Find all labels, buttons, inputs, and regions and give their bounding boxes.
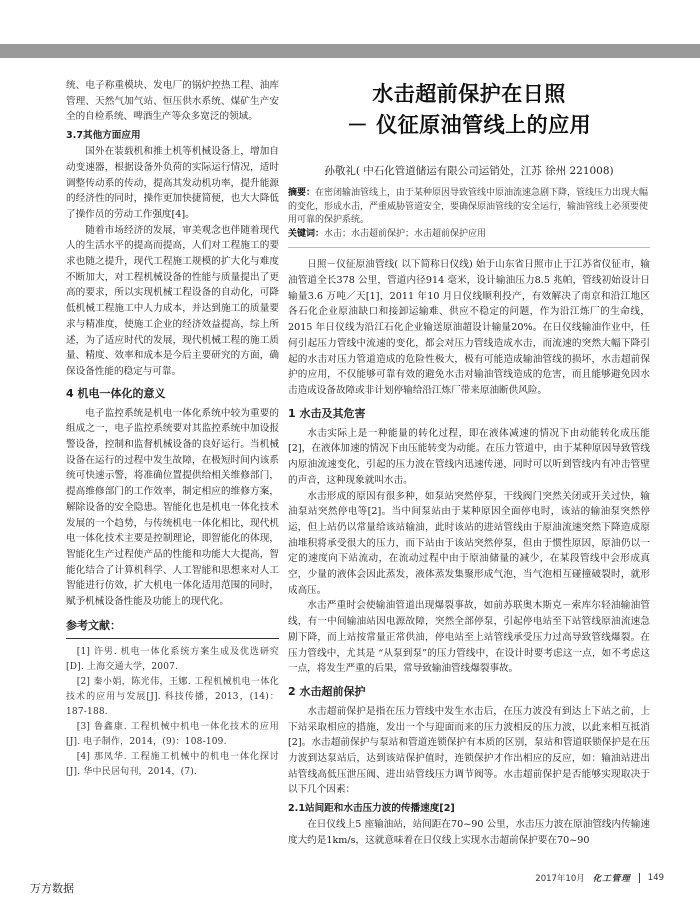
section-2-1-para-1: 在日仪线上5 座输油站，站间距在70~90 公里，水击压力波在原油管线内传输速度大约是1km/s，这就意味着在日仪线上实现水击超前保护要在70~90 bbox=[288, 819, 650, 846]
keywords-text: 水击；水击超前保护；水击超前保护应用 bbox=[324, 228, 487, 239]
abstract-divider bbox=[288, 247, 650, 248]
left-para-4: 电子监控系统是机电一体化系统中较为重要的组成之一，电子监控系统要对其监控系统中加设报警设备，控制和监督机械设备的良好运行。当机械设备在运行的过程中发生故障，在极短时间内该系统可快速示警，将准确位置提供给相关维修部门，提高维修部门的工作效率，制定相应的维修方案，解除设备的安全隐患。智能化也是机电一体化技术发展的一个趋势，与传统机电一体化相比，现代机电一体化技术主要是控制理论，即智能化的体现，智能化生产过程使产品的性能和功能大大提高，智能化结合了计算机科学、人工智能和思想来对人工智能进行仿效，扩大机电一体化适用范围的同时，赋予机械设备性能及功能上的现代化。 bbox=[66, 407, 279, 608]
section-2-para-1: 水击超前保护是指在压力管线中发生水击后，在压力波没有到达上下站之前，上下站采取相应的措施，发出一个与迎面而来的压力波相反的压力波，以此来相互抵消[2]。水击超前保护与泵站和管道连锁保护有本质的区别，泵站和管道联锁保护是在压力波到达泵站后，达到该站保护值时，连锁保护才作出相应的反应，如：输油站进出站管线高低压泄压阀、进出站管线压力调节阀等。水击超前保护是否能够实现取决于以下几个因素： bbox=[288, 705, 650, 796]
title-line-1: 水击超前保护在日照 bbox=[372, 82, 566, 106]
journal-name: 化工管理 bbox=[592, 874, 631, 884]
title-line-2: － 仪征原油管线上的应用 bbox=[346, 113, 592, 137]
section-1-para-1: 水击实际上是一种能量的转化过程，即在液体减速的情况下由动能转化成压能[2]，在液体加速的情况下由压能转变为动能。在压力管道中，由于某种原因导致管线内原油流速变化，引起的压力波在管线内迅速传递，同时可以听到管线内有冲击管壁的声音，这种现象就叫水击。 bbox=[288, 427, 650, 486]
section-4-heading: 4 机电一体化的意义 bbox=[66, 386, 166, 400]
right-column bbox=[288, 78, 650, 868]
page-number: 149 bbox=[647, 873, 664, 883]
reference-item: [4] 那凤华. 工程施工机械中的机电一体化探讨[J]. 华中民居旬刊，2014，(7). bbox=[66, 751, 279, 777]
footer-separator bbox=[639, 873, 640, 883]
abstract-label: 摘要： bbox=[288, 188, 316, 198]
reference-item: [2] 秦小娟，陈光伟，王娜. 工程机械机电一体化技术的应用与发展[J]. 科技传播，2013，(14)：187-188. bbox=[66, 676, 279, 717]
keywords-label: 关键词： bbox=[288, 228, 325, 239]
section-1-heading: 1 水击及其危害 bbox=[288, 406, 366, 420]
issue-date: 2017年10月 bbox=[535, 874, 585, 884]
abstract bbox=[288, 187, 650, 228]
section-1-para-2: 水击形成的原因有很多种，如泵站突然停泵，干线阀门突然关闭或开关过快，输油泵站突然停电等[2]。当中间泵站由于某种原因全面停电时，该站的输油泵突然停运，但上站仍以常量给该站输油，此时该站的进站管线由于原油流速突然下降造成原油堆积将承受很大的压力，而下站由于该站突然停泵，但由于惯性原因，原油仍以一定的速度向下站流动，在流动过程中由于原油储量的减少，在某段管线中会形成真空，少量的液体会因此蒸发，液体蒸发集聚形成气泡，当气泡相互碰撞破裂时，就形成高压。 bbox=[288, 490, 650, 596]
reference-item: [1] 许男. 机电一体化系统方案生成及优选研究[D]. 上海交通大学，2007. bbox=[66, 646, 279, 672]
header-band bbox=[0, 44, 700, 58]
references-heading: 参考文献： bbox=[66, 618, 121, 632]
article-title bbox=[288, 79, 650, 141]
abstract-text: 在密闭输油管线上，由于某种原因导致管线中原油流速急剧下降，管线压力出现大幅的变化，形成水击，严重威胁管道安全，要确保原油管线的安全运行，输油管线上必须要使用可靠的保护系统。 bbox=[288, 188, 649, 226]
watermark-label: 万方数据 bbox=[30, 882, 74, 895]
section-2-heading: 2 水击超前保护 bbox=[288, 684, 366, 698]
reference-item: [3] 鲁鑫康. 工程机械中机电一体化技术的应用[J]. 电子制作，2014，(9)：108-109. bbox=[66, 721, 279, 747]
left-column bbox=[66, 78, 279, 868]
page-footer bbox=[535, 872, 664, 884]
left-para-top: 统、电子称重模块、发电厂的锅炉控热工程、油库管理、天然气加气站、恒压供水系统、煤矿生产安全的自检系统、啤酒生产等众多宽泛的领域。 bbox=[66, 80, 279, 123]
intro-paragraph: 日照－仪征原油管线( 以下简称日仪线) 始于山东省日照市止于江苏省仪征市，输油管道全长378 公里，管道内径914 毫米，设计输油压力8.5 兆帕，管线初始设计日输量3.6 万吨／天[1]，2011 年10 月日仪线顺利投产，有效解决了南京和沿江地区各石化企业原油缺口和接卸运输难、供应不稳定的问题，作为沿江炼厂的生命线，2015 年日仪线为沿江石化企业输送原油超设计输量20%。在日仪线输油作业中，任何引起压力管线中流速的变化，都会对压力管线造成水击，而流速的突然大幅下降引起的水击对压力管道造成的危险性极大，极有可能造成输油管线的损坏，水击超前保护的应用，不仅能够可靠有效的避免水击对输油管线造成的危害，而且能够避免因水击造成设备故障或非计划停输给沿江炼厂带来原油断供风险。 bbox=[288, 259, 650, 396]
section-2-1-heading: 2.1站间距和水击压力波的传播速度[2] bbox=[288, 803, 455, 815]
section-1-para-3: 水击严重时会使输油管道出现爆裂事故，如前苏联奥木斯克－索库尔轻油输油管线，有一中间输油站因电源故障，突然全部停泵，引起停电站至下站管线原油流速急剧下降，而上站按常量正常供油，停电站至上站管线承受压力过高导致管线爆裂。在压力管线中，尤其是 “从泵到泵”的压力管线中，在设计时要考虑这一点，如不考虑这一点，将发生严重的后果，常导致输油管线爆裂事故。 bbox=[288, 600, 650, 675]
references-divider bbox=[66, 638, 279, 639]
keywords bbox=[288, 228, 650, 242]
left-para-3-7-b: 随着市场经济的发展，审美观念也伴随着现代人的生活水平的提高而提高，人们对工程施工的要求也随之提升，现代工程施工规模的扩大化与难度不断加大，对工程机械设备的性能与质量提出了更高的要求，所以实现机械工程设备的自动化，可降低机械工程施工中人力成本，并达到施工的质量要求与精准度，使施工企业的经济效益提高，综上所述，为了适应时代的发展，现代机械工程的施工质量、精度、效率和成本是今后主要研究的方面，确保设备性能的稳定与可靠。 bbox=[66, 224, 279, 377]
left-para-3-7-a: 国外在装载机和推土机等机械设备上，增加自动变速器，根据设备外负荷的实际运行情况，适时调整传动系的传动，提高其发动机功率，提升能源的经济性的同时，操作更加快捷简便，也大大降低了操作员的劳动工作强度[4]。 bbox=[66, 146, 279, 220]
author-line: 孙敬礼( 中石化管道储运有限公司运销处，江苏 徐州 221008) bbox=[324, 165, 614, 177]
section-3-7-heading: 3.7其他方面应用 bbox=[66, 130, 141, 142]
